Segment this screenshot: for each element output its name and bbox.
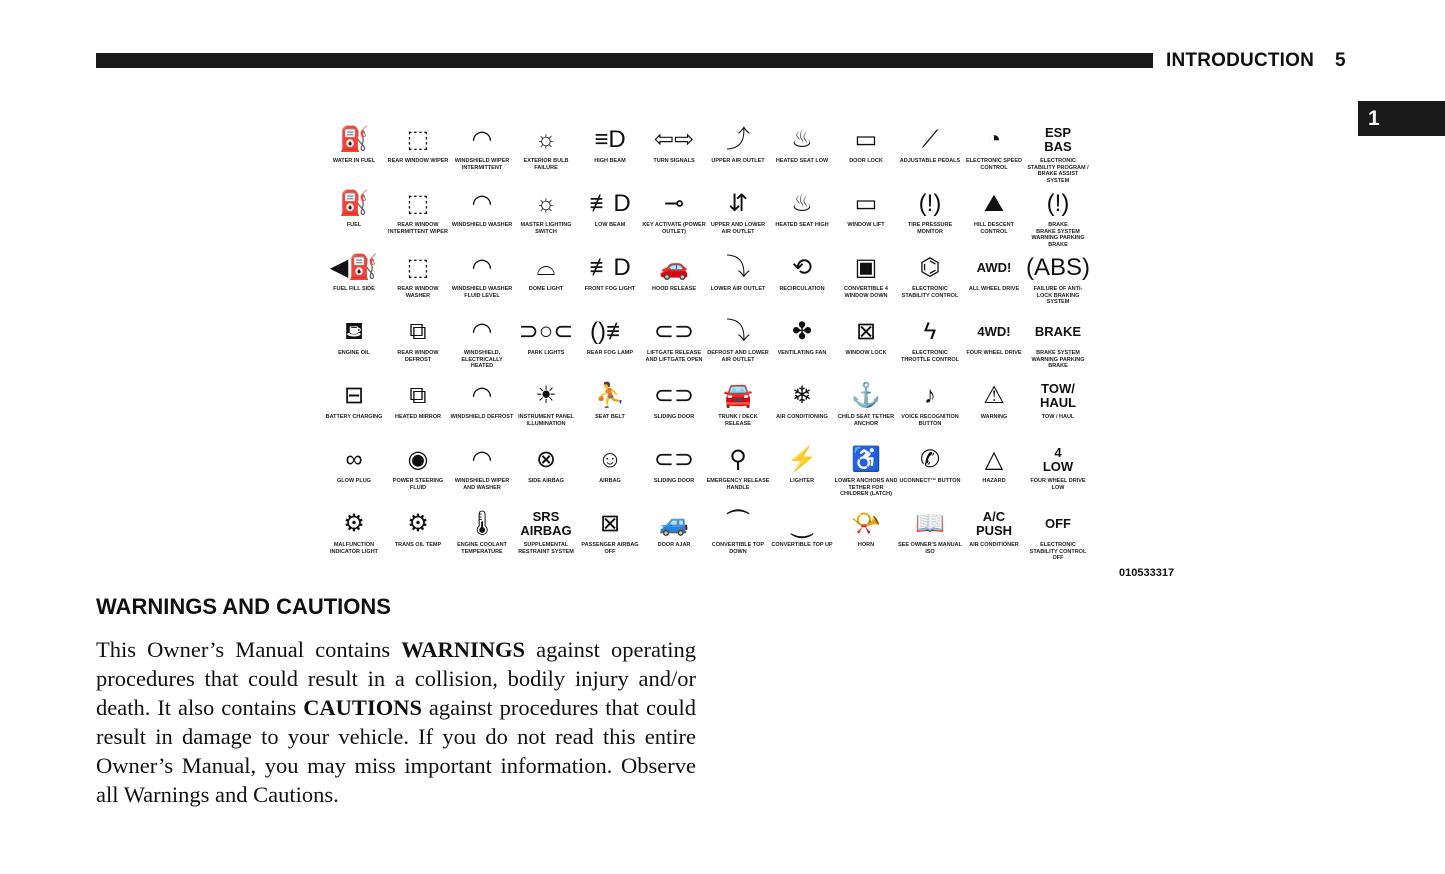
symbol-cell [322, 378, 386, 442]
lower-air-outlet-icon: ⤵ [726, 254, 750, 281]
symbol-cell [962, 314, 1026, 378]
symbol-caption: REAR WINDOW WASHER [397, 286, 439, 299]
passenger-airbag-off-icon: ⊠ [599, 510, 621, 537]
symbol-caption: DOME LIGHT [528, 286, 564, 292]
page-number: 5 [1335, 50, 1346, 71]
symbol-caption: AIR CONDITIONING [776, 414, 828, 420]
symbol-cell [322, 506, 386, 570]
side-airbag-icon: ⊗ [535, 446, 557, 473]
symbol-caption: FAILURE OF ANTI-LOCK BRAKING SYSTEM [1033, 286, 1083, 305]
child-seat-tether-anchor-icon: ⚓ [851, 382, 881, 409]
symbol-caption: WINDOW LIFT [847, 222, 885, 228]
symbol-caption: WARNING [980, 414, 1008, 420]
symbol-caption: WINDSHIELD DEFROST [450, 414, 514, 420]
symbol-cell [322, 186, 386, 250]
symbol-cell [706, 314, 770, 378]
symbol-caption: FUEL [346, 222, 362, 228]
symbol-cell [1026, 314, 1090, 378]
symbol-cell [514, 442, 578, 506]
symbol-cell [898, 186, 962, 250]
symbol-cell [450, 122, 514, 186]
symbol-cell [770, 186, 834, 250]
symbol-caption: HEATED SEAT LOW [775, 158, 829, 164]
sliding-door-icon: ⊂⊃ [653, 382, 695, 409]
symbol-cell [898, 250, 962, 314]
heated-seat-high-icon: ♨ [791, 190, 813, 217]
symbol-cell [578, 250, 642, 314]
symbol-cell [1026, 122, 1090, 186]
symbol-cell [642, 442, 706, 506]
rear-fog-lamp-icon: ()≢ [590, 318, 630, 345]
chapter-tab: 1 [1358, 101, 1445, 136]
fuel-fill-side-icon: ◀⛽ [329, 254, 379, 281]
symbol-cell [706, 378, 770, 442]
convertible-top-up-icon: ⏝ [790, 510, 814, 537]
esp-bas-icon: ESP BAS [1044, 125, 1072, 154]
voice-recognition-button-icon: ♪ [924, 382, 936, 409]
symbol-cell [450, 186, 514, 250]
symbol-caption: LIGHTER [789, 478, 815, 484]
power-steering-fluid-icon: ◉ [407, 446, 429, 473]
recirculation-icon: ⟲ [791, 254, 813, 281]
symbol-caption: UCONNECT™ BUTTON [899, 478, 961, 484]
lower-anchors-and-tether-icon: ♿ [851, 446, 881, 473]
window-lift-icon: ▭ [854, 190, 878, 217]
symbol-caption: EXTERIOR BULB FAILURE [523, 158, 569, 171]
battery-charging-icon: ⊟ [343, 382, 365, 409]
symbol-caption: FRONT FOG LIGHT [584, 286, 636, 292]
symbol-caption: RECIRCULATION [779, 286, 825, 292]
symbol-caption: INSTRUMENT PANEL ILLUMINATION [518, 414, 574, 427]
exterior-bulb-failure-icon: ☼ [535, 126, 557, 153]
text-run: against procedures that could result in damage to your vehicle. If you do not read this entire Owner’s Manual, you may miss important information. Observe all Warnings and Cautions. [96, 695, 696, 807]
symbol-caption: DOOR AJAR [657, 542, 691, 548]
symbol-caption: AIRBAG [599, 478, 621, 484]
symbol-caption: ENGINE OIL [338, 350, 370, 356]
symbol-caption: REAR WINDOW WIPER [387, 158, 449, 164]
symbol-caption: UPPER AND LOWER AIR OUTLET [710, 222, 766, 235]
text-run: against operating procedures that could result in a collision, bodily injury and/or death. It also contains [96, 637, 696, 720]
symbol-caption: DOOR LOCK [849, 158, 883, 164]
symbol-cell [706, 250, 770, 314]
air-conditioner-push-icon: A/C PUSH [975, 509, 1013, 538]
rear-window-intermittent-wiper-icon: ⬚ [406, 190, 430, 217]
door-lock-icon: ▭ [854, 126, 878, 153]
symbol-caption: REAR WINDOW INTERMITTENT WIPER [388, 222, 448, 235]
symbol-cell [578, 186, 642, 250]
symbol-caption: ELECTRONIC STABILITY CONTROL [901, 286, 959, 299]
symbol-caption: SLIDING DOOR [653, 478, 695, 484]
srs-airbag-icon: SRS AIRBAG [520, 509, 572, 538]
symbol-caption: TRANS OIL TEMP [394, 542, 442, 548]
symbol-caption: HILL DESCENT CONTROL [974, 222, 1014, 235]
symbol-cell [386, 250, 450, 314]
engine-oil-icon: ⛾ [344, 318, 364, 345]
symbol-caption: TRUNK / DECK RELEASE [718, 414, 758, 427]
symbol-cell [578, 506, 642, 570]
symbol-cell [450, 506, 514, 570]
symbol-cell [834, 250, 898, 314]
symbol-cell [642, 378, 706, 442]
symbol-cell [1026, 378, 1090, 442]
warning-icon: ⚠ [983, 382, 1005, 409]
low-beam-icon: ≢D [589, 190, 631, 217]
instrument-panel-illumination-icon: ☀ [535, 382, 557, 409]
ventilating-fan-icon: ✤ [791, 318, 813, 345]
symbol-caption: CONVERTIBLE 4 WINDOW DOWN [843, 286, 888, 299]
upper-and-lower-air-outlet-icon: ⇵ [727, 190, 749, 217]
abs-failure-icon: (ABS) [1026, 254, 1090, 281]
symbol-cell [962, 250, 1026, 314]
symbol-cell [386, 186, 450, 250]
uconnect-button-icon: ✆ [919, 446, 941, 473]
symbol-caption: PASSENGER AIRBAG OFF [581, 542, 639, 555]
convertible-4-window-down-icon: ▣ [854, 254, 878, 281]
symbol-cell [514, 186, 578, 250]
symbol-caption: MASTER LIGHTING SWITCH [520, 222, 572, 235]
symbol-cell [1026, 506, 1090, 570]
symbol-caption: HAZARD [982, 478, 1006, 484]
header-rule [96, 53, 1153, 68]
symbol-cell [450, 250, 514, 314]
all-wheel-drive-icon: AWD! [976, 260, 1012, 275]
door-ajar-icon: 🚙 [659, 510, 689, 537]
symbol-caption: WINDSHIELD, ELECTRICALLY HEATED [461, 350, 503, 369]
symbol-cell [706, 442, 770, 506]
symbol-caption: CONVERTIBLE TOP DOWN [711, 542, 765, 555]
symbol-caption: HOOD RELEASE [651, 286, 696, 292]
symbol-caption: CHILD SEAT TETHER ANCHOR [837, 414, 895, 427]
symbol-caption: ELECTRONIC SPEED CONTROL [966, 158, 1022, 171]
symbol-cell [1026, 250, 1090, 314]
symbol-caption: ENGINE COOLANT TEMPERATURE [457, 542, 507, 555]
horn-icon: 📯 [851, 510, 881, 537]
symbol-cell [770, 314, 834, 378]
symbol-caption: WINDSHIELD WASHER FLUID LEVEL [451, 286, 513, 299]
symbol-cell [642, 506, 706, 570]
symbol-caption: SUPPLEMENTAL RESTRAINT SYSTEM [518, 542, 574, 555]
symbol-cell [514, 378, 578, 442]
section-heading: WARNINGS AND CAUTIONS [96, 594, 391, 619]
symbol-caption: BATTERY CHARGING [325, 414, 383, 420]
electronic-speed-control-icon: ◔ [986, 126, 1002, 153]
symbol-caption: CONVERTIBLE TOP UP [771, 542, 833, 548]
symbol-cell [898, 122, 962, 186]
symbol-cell [834, 442, 898, 506]
symbol-cell [706, 122, 770, 186]
symbol-cell [834, 314, 898, 378]
lighter-icon: ⚡ [787, 446, 817, 473]
symbol-cell [322, 250, 386, 314]
symbol-caption: FOUR WHEEL DRIVE [966, 350, 1022, 356]
windshield-electrically-heated-icon: ◠ [471, 318, 493, 345]
symbol-caption: GLOW PLUG [337, 478, 371, 484]
symbol-caption: HIGH BEAM [594, 158, 626, 164]
symbol-cell [962, 122, 1026, 186]
see-owners-manual-icon: 📖 [915, 510, 945, 537]
symbol-caption: UPPER AIR OUTLET [711, 158, 765, 164]
symbol-cell [450, 314, 514, 378]
symbol-caption: TOW / HAUL [1041, 414, 1075, 420]
window-lock-icon: ⊠ [855, 318, 877, 345]
symbol-caption: REAR WINDOW DEFROST [397, 350, 439, 363]
dome-light-icon: ⌓ [536, 254, 556, 281]
glow-plug-icon: ∞ [345, 446, 363, 473]
symbol-cell [578, 442, 642, 506]
symbol-cell [514, 506, 578, 570]
tire-pressure-monitor-icon: (!) [918, 190, 942, 217]
rear-window-defrost-icon: ⧉ [409, 318, 427, 345]
symbol-cell [578, 378, 642, 442]
symbol-cell [770, 122, 834, 186]
symbol-caption: EMERGENCY RELEASE HANDLE [706, 478, 770, 491]
symbol-cell [386, 378, 450, 442]
symbol-caption: BRAKE SYSTEM WARNING PARKING BRAKE [1031, 350, 1085, 369]
symbol-cell [770, 250, 834, 314]
symbol-caption: LOWER AIR OUTLET [710, 286, 766, 292]
figure-id: 010533317 [1119, 567, 1175, 579]
symbol-caption: PARK LIGHTS [527, 350, 565, 356]
symbol-cell [834, 186, 898, 250]
symbol-cell [706, 186, 770, 250]
rear-window-wiper-icon: ⬚ [406, 126, 430, 153]
seat-belt-icon: ⛹ [595, 382, 625, 409]
fuel-icon: ⛽ [339, 190, 369, 217]
convertible-top-down-icon: ⏜ [726, 510, 750, 537]
symbol-caption: SLIDING DOOR [653, 414, 695, 420]
symbol-cell [1026, 186, 1090, 250]
symbol-cell [962, 378, 1026, 442]
windshield-defrost-icon: ◠ [471, 382, 493, 409]
symbol-caption: TURN SIGNALS [653, 158, 695, 164]
master-lighting-switch-icon: ☼ [535, 190, 557, 217]
brake-text-icon: BRAKE [1034, 324, 1082, 339]
symbol-caption: VENTILATING FAN [777, 350, 827, 356]
air-conditioning-icon: ❄ [791, 382, 813, 409]
symbol-cell [578, 314, 642, 378]
symbol-cell [770, 378, 834, 442]
hazard-icon: △ [984, 446, 1004, 473]
symbol-caption: REAR FOG LAMP [586, 350, 634, 356]
hill-descent-control-icon: ⛰ [983, 190, 1005, 217]
symbol-caption: POWER STEERING FLUID [392, 478, 444, 491]
symbol-caption: LOW BEAM [594, 222, 626, 228]
symbol-caption: WINDSHIELD WASHER [451, 222, 513, 228]
symbol-cell [386, 506, 450, 570]
symbol-cell [642, 250, 706, 314]
front-fog-light-icon: ≢D [589, 254, 631, 281]
symbol-cell [514, 250, 578, 314]
malfunction-indicator-light-icon: ⚙ [343, 510, 365, 537]
airbag-icon: ☺ [597, 446, 623, 473]
symbol-caption: KEY ACTIVATE (POWER OUTLET) [642, 222, 706, 235]
symbol-caption: HEATED SEAT HIGH [775, 222, 829, 228]
symbol-cell [898, 314, 962, 378]
electronic-stability-control-icon: ⌬ [919, 254, 941, 281]
esc-off-icon: OFF [1045, 516, 1071, 531]
symbol-caption: SIDE AIRBAG [528, 478, 564, 484]
symbol-cell [834, 506, 898, 570]
emergency-release-handle-icon: ⚲ [729, 446, 747, 473]
windshield-washer-fluid-level-icon: ◠ [471, 254, 493, 281]
paragraph-text [96, 635, 696, 809]
tow-haul-icon: TOW/ HAUL [1039, 381, 1077, 410]
symbol-cell [386, 122, 450, 186]
windshield-washer-icon: ◠ [471, 190, 493, 217]
symbol-cell [770, 442, 834, 506]
symbol-caption: AIR CONDITIONER [969, 542, 1019, 548]
four-wheel-drive-icon: 4WD! [977, 324, 1011, 339]
body-paragraph [96, 635, 696, 809]
windshield-wiper-intermittent-icon: ◠ [471, 126, 493, 153]
symbol-cell [386, 442, 450, 506]
symbol-cell [450, 378, 514, 442]
symbol-caption: ELECTRONIC THROTTLE CONTROL [900, 350, 960, 363]
symbol-cell [450, 442, 514, 506]
symbol-cell [322, 122, 386, 186]
water-in-fuel-icon: ⛽ [339, 126, 369, 153]
symbol-caption: WINDOW LOCK [845, 350, 887, 356]
symbol-cell [834, 122, 898, 186]
symbol-caption: ELECTRONIC STABILITY CONTROL OFF [1029, 542, 1087, 561]
symbol-cell [898, 506, 962, 570]
park-lights-icon: ⊃○⊂ [518, 318, 574, 345]
symbol-caption: WINDSHIELD WIPER INTERMITTENT [454, 158, 510, 171]
high-beam-icon: ≡D [594, 126, 626, 153]
symbol-cell [898, 378, 962, 442]
symbol-cell [898, 442, 962, 506]
symbol-caption: LIFTGATE RELEASE AND LIFTGATE OPEN [645, 350, 703, 363]
symbol-cell [514, 122, 578, 186]
symbol-cell [322, 314, 386, 378]
trunk-deck-release-icon: 🚘 [723, 382, 753, 409]
text-run: This Owner’s Manual contains [96, 637, 402, 662]
defrost-and-lower-air-outlet-icon: ⤵ [726, 318, 750, 345]
heated-seat-low-icon: ♨ [791, 126, 813, 153]
symbol-cell [578, 122, 642, 186]
symbol-cell [834, 378, 898, 442]
symbol-cell [962, 186, 1026, 250]
symbol-cell [706, 506, 770, 570]
trans-oil-temp-icon: ⚙ [407, 510, 429, 537]
symbol-caption: LOWER ANCHORS AND TETHER FOR CHILDREN (LATCH) [834, 478, 898, 497]
symbol-caption: DEFROST AND LOWER AIR OUTLET [707, 350, 769, 363]
symbol-cell [1026, 442, 1090, 506]
engine-coolant-temperature-icon: 🌡 [466, 510, 498, 537]
symbol-cell [514, 314, 578, 378]
electronic-throttle-control-icon: ϟ [923, 318, 937, 345]
symbol-caption: VOICE RECOGNITION BUTTON [901, 414, 959, 427]
warnings-emphasis: WARNINGS [401, 637, 526, 662]
symbol-cell [962, 442, 1026, 506]
symbol-cell [962, 506, 1026, 570]
symbol-caption: SEAT BELT [595, 414, 625, 420]
symbol-caption: FUEL FILL SIDE [333, 286, 375, 292]
symbol-cell [642, 186, 706, 250]
symbol-cell [386, 314, 450, 378]
indicator-symbol-chart [322, 122, 1090, 570]
hood-release-icon: 🚗 [659, 254, 689, 281]
cautions-emphasis: CAUTIONS [303, 695, 422, 720]
adjustable-pedals-icon: ⟋ [921, 126, 939, 153]
symbol-caption: SEE OWNER'S MANUAL ISO [898, 542, 962, 555]
heated-mirror-icon: ⧉ [409, 382, 427, 409]
symbol-caption: ALL WHEEL DRIVE [968, 286, 1020, 292]
symbol-caption: HORN [857, 542, 875, 548]
symbol-cell [642, 122, 706, 186]
upper-air-outlet-icon: ⤴ [726, 126, 750, 153]
four-wheel-drive-low-icon: 4 LOW [1042, 445, 1074, 474]
windshield-wiper-and-washer-icon: ◠ [471, 446, 493, 473]
symbol-caption: TIRE PRESSURE MONITOR [907, 222, 953, 235]
symbol-caption: WINDSHIELD WIPER AND WASHER [454, 478, 510, 491]
symbol-caption: ELECTRONIC STABILITY PROGRAM / BRAKE ASSIST SYSTEM [1027, 158, 1089, 184]
symbol-caption: BRAKE BRAKE SYSTEM WARNING PARKING BRAKE [1031, 222, 1085, 248]
symbol-caption: MALFUNCTION INDICATOR LIGHT [329, 542, 379, 555]
sliding-door-2-icon: ⊂⊃ [653, 446, 695, 473]
brake-system-warning-icon: (!) [1046, 190, 1070, 217]
symbol-cell [322, 442, 386, 506]
symbol-caption: WATER IN FUEL [332, 158, 376, 164]
symbol-caption: HEATED MIRROR [394, 414, 442, 420]
symbol-cell [642, 314, 706, 378]
liftgate-release-icon: ⊂⊃ [653, 318, 695, 345]
turn-signals-icon: ⇦⇨ [653, 126, 695, 153]
key-activate-icon: ⊸ [663, 190, 685, 217]
rear-window-washer-icon: ⬚ [406, 254, 430, 281]
symbol-cell [770, 506, 834, 570]
section-title: INTRODUCTION [1166, 50, 1315, 71]
symbol-caption: ADJUSTABLE PEDALS [899, 158, 961, 164]
symbol-caption: FOUR WHEEL DRIVE LOW [1030, 478, 1086, 491]
